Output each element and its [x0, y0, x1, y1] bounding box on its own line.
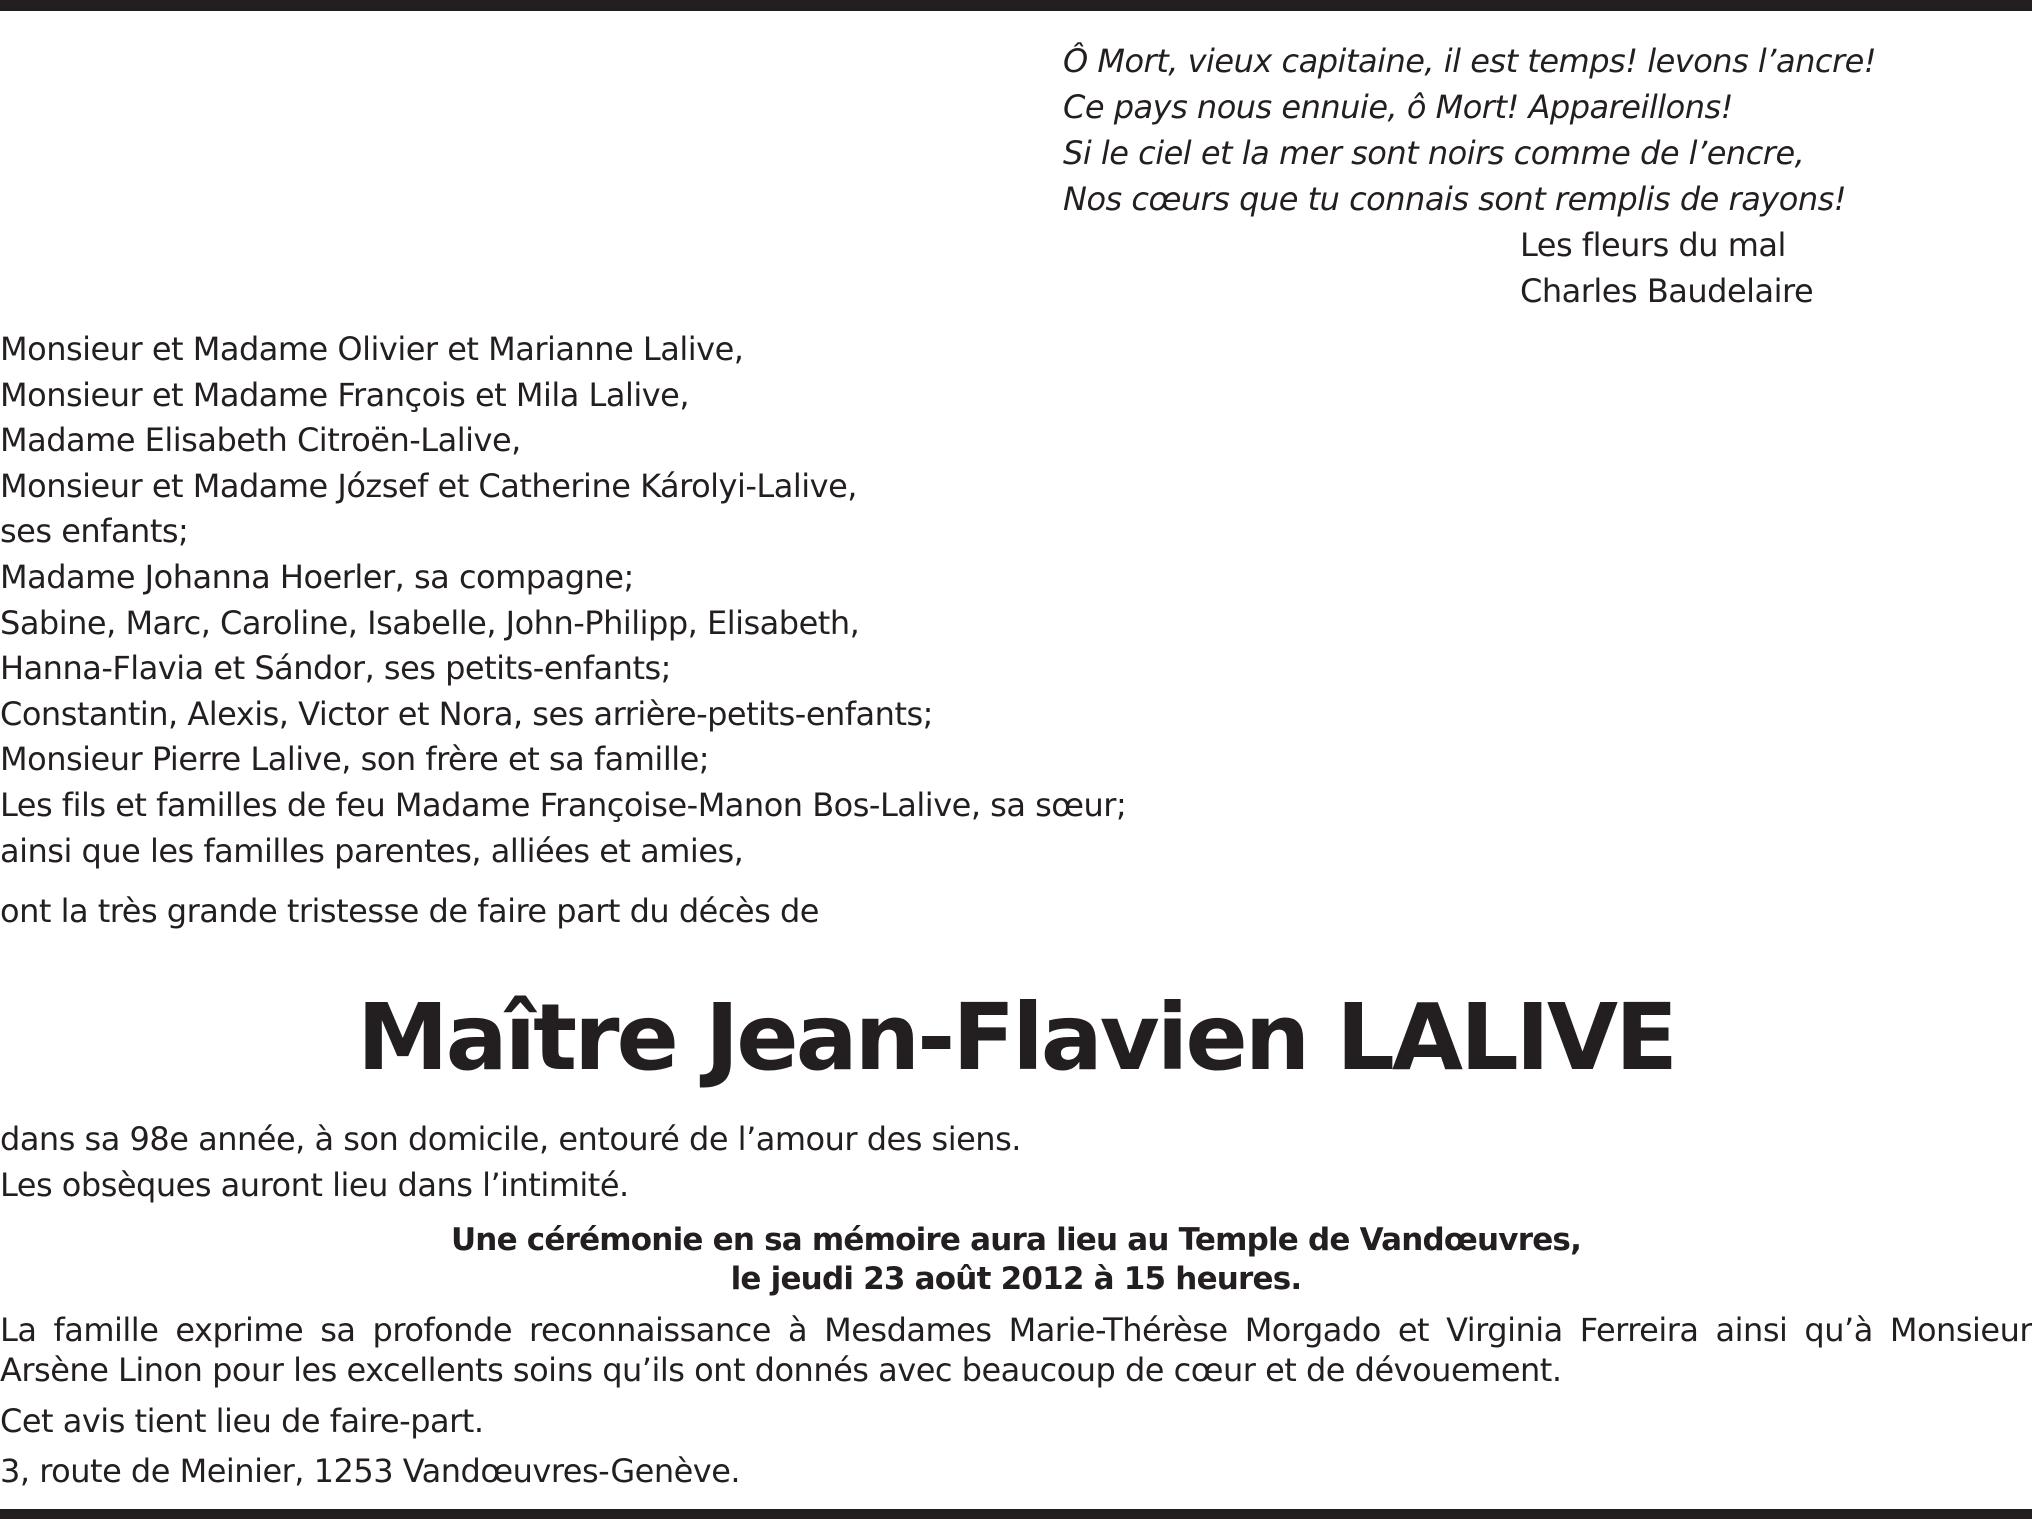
notice-text: Cet avis tient lieu de faire-part.: [0, 1402, 484, 1440]
epigraph-line: Nos cœurs que tu connais sont remplis de rayons!: [1063, 180, 1847, 218]
address-text: 3, route de Meinier, 1253 Vandœuvres-Genève.: [0, 1452, 741, 1490]
epigraph-line: Ô Mort, vieux capitaine, il est temps! levons l’ancre!: [1063, 42, 1877, 80]
family-line: Hanna-Flavia et Sándor, ses petits-enfants;: [0, 649, 671, 688]
announcement-text: ont la très grande tristesse de faire part du décès de: [0, 892, 819, 930]
family-line: Constantin, Alexis, Victor et Nora, ses arrière-petits-enfants;: [0, 694, 933, 733]
family-line: Sabine, Marc, Caroline, Isabelle, John-Philipp, Elisabeth,: [0, 603, 860, 642]
bottom-rule: [0, 1509, 2032, 1519]
age-line: dans sa 98e année, à son domicile, entouré de l’amour des siens.: [0, 1120, 1021, 1158]
family-line: Les fils et familles de feu Madame Françoise-Manon Bos-Lalive, sa sœur;: [0, 785, 1127, 824]
family-line: Monsieur Pierre Lalive, son frère et sa famille;: [0, 740, 710, 779]
family-line: Madame Elisabeth Citroën-Lalive,: [0, 421, 521, 460]
family-line: ses enfants;: [0, 512, 189, 551]
family-line: ainsi que les familles parentes, alliées et amies,: [0, 831, 744, 870]
deceased-name: Maître Jean-Flavien LALIVE: [357, 984, 1675, 1091]
epigraph-line: Ce pays nous ennuie, ô Mort! Appareillons!: [1063, 88, 1733, 126]
family-line: Madame Johanna Hoerler, sa compagne;: [0, 557, 634, 596]
family-list: [0, 327, 1126, 874]
ceremony-line-1: Une cérémonie en sa mémoire aura lieu au Temple de Vandœuvres,: [450, 1222, 1582, 1258]
family-line: Monsieur et Madame József et Catherine Károlyi-Lalive,: [0, 466, 857, 505]
epigraph-author: Charles Baudelaire: [1520, 272, 1814, 310]
ceremony-line-2: le jeudi 23 août 2012 à 15 heures.: [730, 1261, 1302, 1297]
funeral-line: Les obsèques auront lieu dans l’intimité.: [0, 1166, 629, 1204]
thanks-paragraph: La famille exprime sa profonde reconnaissance à Mesdames Marie-Thérèse Morgado et Virginia Ferreira ainsi qu’à Monsieur Arsène Linon pour les excellents soins qu’ils ont donnés avec beaucoup de cœur et de dévouement.: [0, 1311, 2032, 1389]
epigraph-work-title: Les fleurs du mal: [1520, 226, 1786, 264]
family-line: Monsieur et Madame Olivier et Marianne Lalive,: [0, 330, 744, 368]
family-line: Monsieur et Madame François et Mila Lalive,: [0, 375, 690, 414]
top-rule: [0, 0, 2032, 11]
epigraph-line: Si le ciel et la mer sont noirs comme de l’encre,: [1063, 134, 1805, 172]
epigraph-poem: [1063, 38, 1876, 222]
